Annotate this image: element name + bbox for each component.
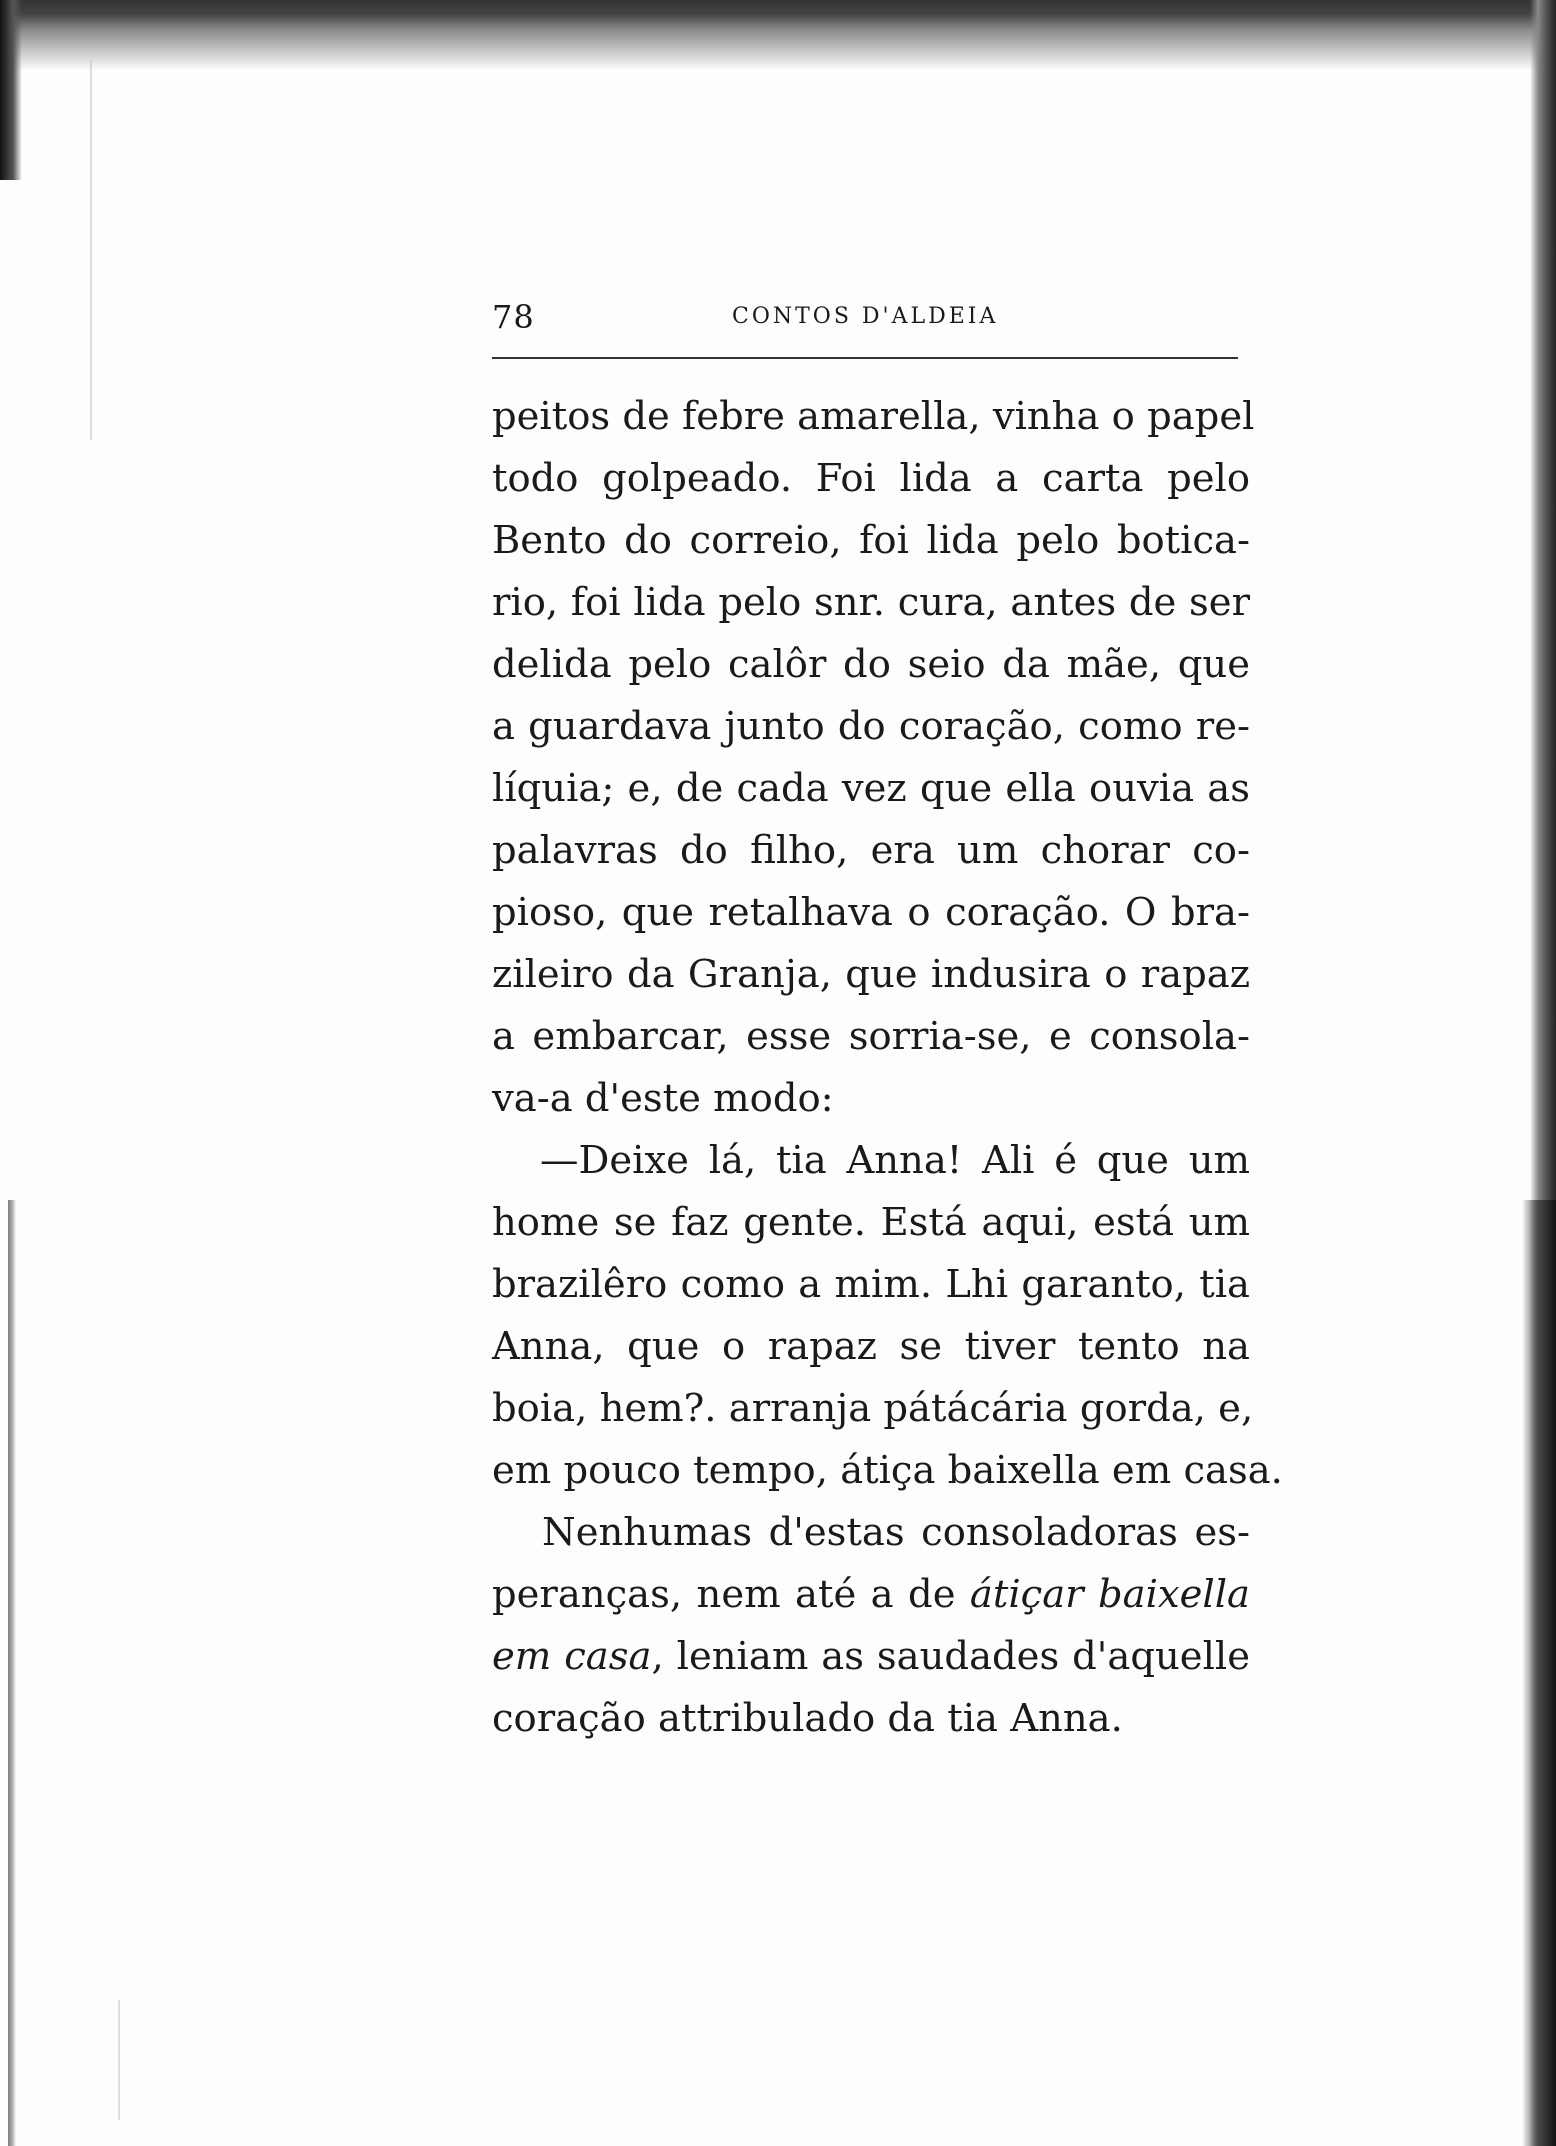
page-number: 78 — [492, 298, 535, 336]
text-line: peitos de febre amarella, vinha o papel — [492, 394, 1255, 439]
page-header — [492, 290, 1238, 340]
text-line: boia, hem?. arranja pátácária gorda, e, — [492, 1386, 1254, 1431]
text-line: a guardava junto do coração, como re- — [492, 704, 1250, 749]
paragraph-start-line: Nenhumas d'estas consoladoras es- — [542, 1510, 1250, 1555]
text-line: delida pelo calôr do seio da mãe, que — [492, 642, 1250, 687]
text-line: rio, foi lida pelo snr. cura, antes de ser — [492, 580, 1250, 625]
text-run: peranças, nem até a de — [492, 1572, 970, 1617]
text-run: , leniam as saudades d'aquelle — [651, 1634, 1250, 1679]
text-line: coração attribulado da tia Anna. — [492, 1696, 1123, 1741]
text-line: Anna, que o rapaz se tiver tento na — [492, 1324, 1250, 1369]
paper-fold-mark-lower — [118, 2000, 120, 2120]
text-line: home se faz gente. Está aqui, está um — [492, 1200, 1250, 1245]
header-rule — [492, 357, 1238, 359]
scan-edge-right-lower — [1522, 1200, 1556, 2146]
text-line: Bento do correio, foi lida pelo botica- — [492, 518, 1250, 563]
text-line — [492, 1626, 1250, 1688]
scan-edge-top — [0, 0, 1556, 70]
text-line: líquia; e, de cada vez que ella ouvia as — [492, 766, 1250, 811]
body-text — [492, 386, 1283, 1750]
text-line: palavras do filho, era um chorar co- — [492, 828, 1250, 873]
italic-phrase: átiçar baixella — [969, 1572, 1250, 1617]
text-line — [492, 1564, 1250, 1626]
text-line: a embarcar, esse sorria-se, e consola- — [492, 1014, 1250, 1059]
text-line: zileiro da Granja, que indusira o rapaz — [492, 952, 1250, 997]
text-line: em pouco tempo, átiça baixella em casa. — [492, 1448, 1283, 1493]
scan-edge-left — [0, 0, 22, 180]
paper-fold-mark — [90, 60, 92, 440]
text-line: pioso, que retalhava o coração. O bra- — [492, 890, 1250, 935]
text-line: brazilêro como a mim. Lhi garanto, tia — [492, 1262, 1250, 1307]
running-head: CONTOS D'ALDEIA — [732, 304, 999, 329]
scan-edge-left-lower — [8, 1200, 16, 2146]
text-line: todo golpeado. Foi lida a carta pelo — [492, 456, 1250, 501]
italic-phrase: em casa — [492, 1634, 652, 1679]
dialogue-line: —Deixe lá, tia Anna! Ali é que um — [540, 1138, 1250, 1183]
text-line: va-a d'este modo: — [492, 1076, 834, 1121]
